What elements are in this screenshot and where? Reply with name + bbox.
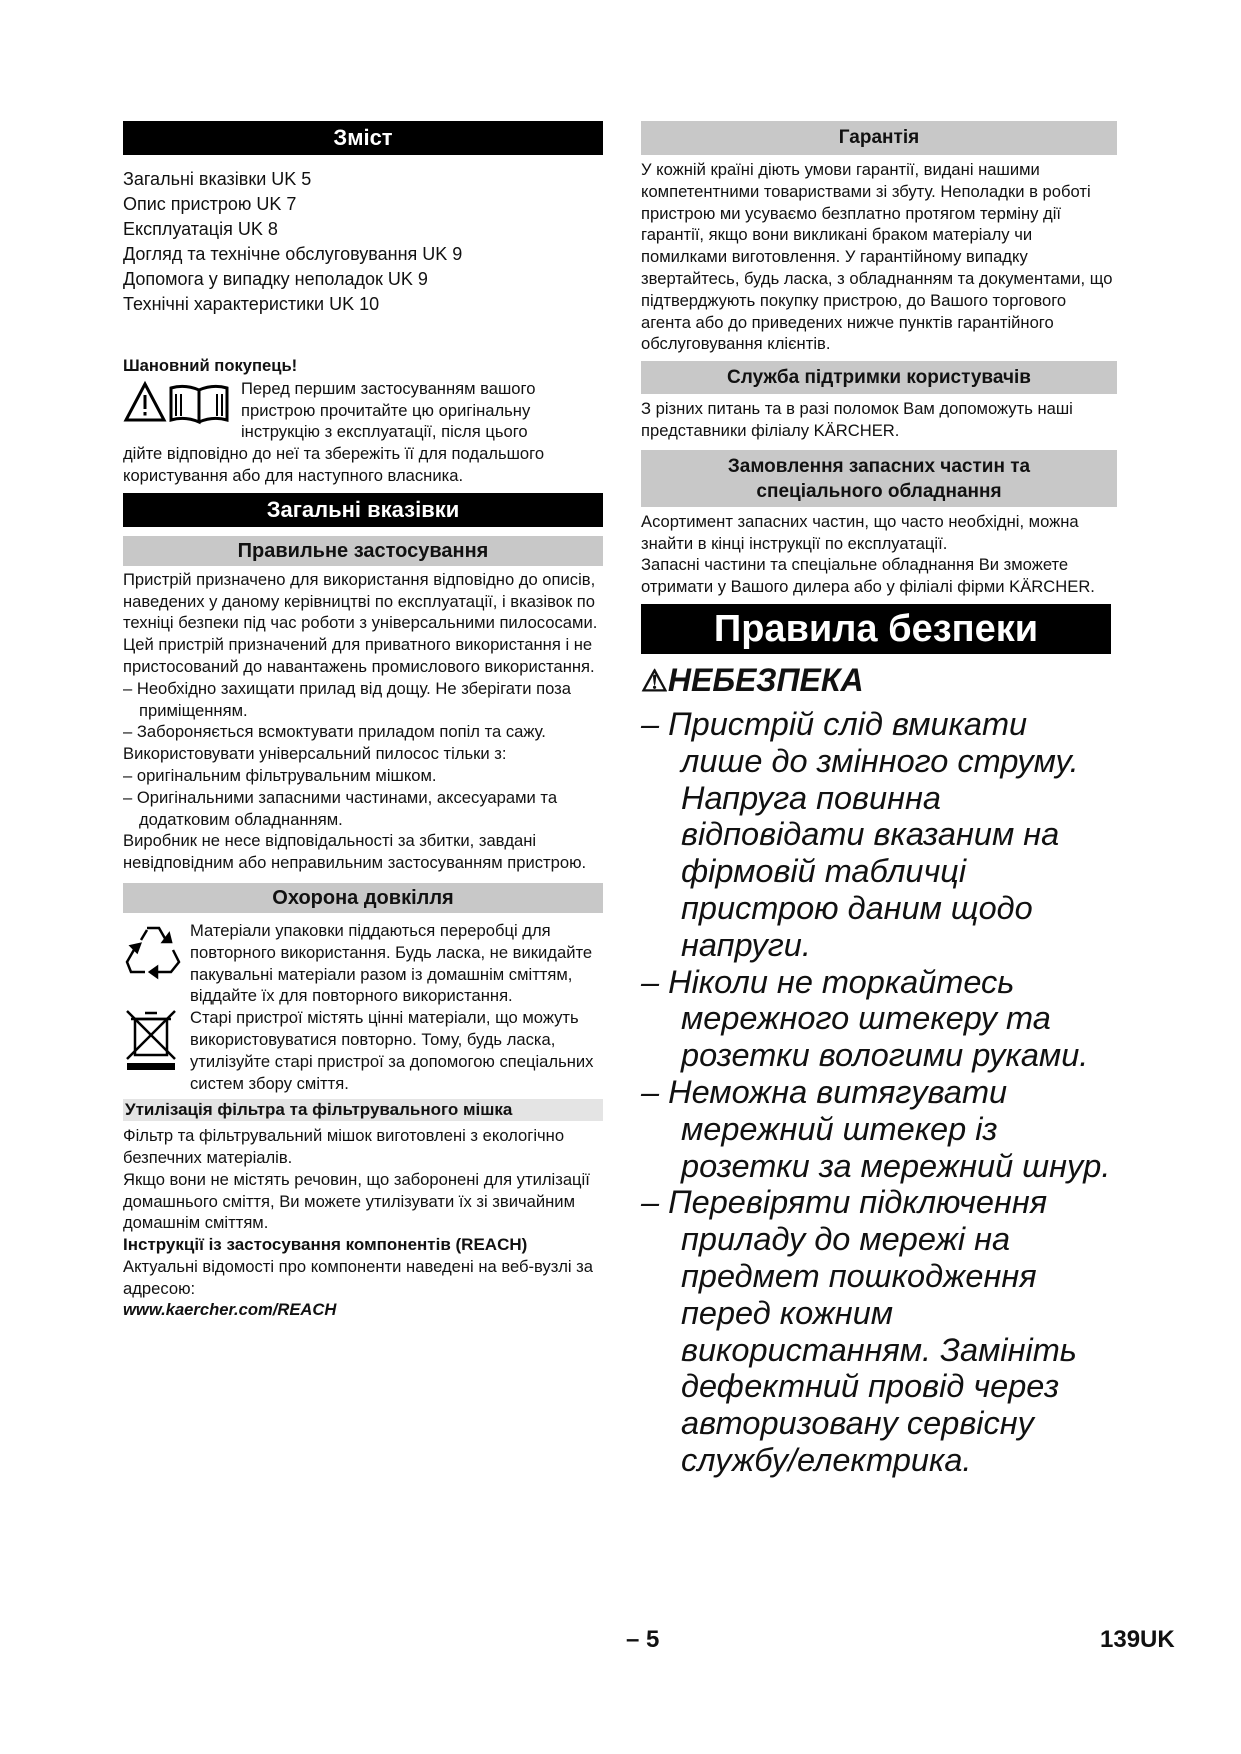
intro-line: інструкцію з експлуатації, після цього bbox=[241, 422, 528, 442]
parts-heading-line: Замовлення запасних частин та bbox=[727, 455, 1031, 477]
parts-heading-line: спеціального обладнання bbox=[756, 480, 1002, 502]
filter-text: Якщо вони не містять речовин, що заборонені для утилізації домашнього сміття, Ви можете утилізувати їх зі звичайним домашнім сміттям. bbox=[123, 1169, 590, 1233]
filter-text: Фільтр та фільтрувальний мішок виготовлені з екологічно безпечних матеріалів. bbox=[123, 1126, 565, 1167]
toc-item[interactable]: Загальні вказівки UK 5 bbox=[123, 169, 312, 189]
parts-heading bbox=[641, 450, 1117, 507]
toc-item[interactable]: Допомога у випадку неполадок UK 9 bbox=[123, 269, 428, 289]
toc-item[interactable]: Опис пристрою UK 7 bbox=[123, 194, 297, 214]
page-number: – 5 bbox=[626, 1626, 660, 1653]
proper-use-text: Використовувати універсальний пилосос тільки з: bbox=[123, 744, 507, 764]
danger-item: – Неможна витягувати мережний штекер із розетки за мережний шнур. bbox=[641, 1073, 1111, 1184]
general-heading: Загальні вказівки bbox=[123, 493, 603, 527]
reach-heading: Інструкції із застосування компонентів (REACH) bbox=[123, 1235, 528, 1255]
toc-item[interactable]: Догляд та технічне обслуговування UK 9 bbox=[123, 244, 463, 264]
list-item: – Забороняється всмоктувати приладом попіл та сажу. bbox=[123, 722, 546, 742]
parts-text: Асортимент запасних частин, що часто необхідні, можна знайти в кінці інструкції по експлуатації. bbox=[641, 511, 1079, 553]
safety-heading: Правила безпеки bbox=[641, 604, 1111, 654]
reach-text: Актуальні відомості про компоненти наведені на веб-вузлі за адресою: bbox=[123, 1256, 594, 1298]
left-column bbox=[123, 121, 603, 1321]
warning-read-manual-icon bbox=[123, 378, 238, 426]
environment-heading: Охорона довкілля bbox=[123, 883, 603, 913]
intro-line: пристрою прочитайте цю оригінальну bbox=[241, 400, 531, 420]
recycle-icon bbox=[123, 920, 183, 980]
right-column bbox=[641, 121, 1117, 1479]
danger-item: – Пристрій слід вмикати лише до змінного струму. Напруга повинна відповідати вказаним на фірмовій табличці пристрою даним щодо напруги. bbox=[641, 705, 1079, 963]
parts-text: Запасні частини та спеціальне обладнання Ви зможете отримати у Вашого дилера або у філіалі фірми KÄRCHER. bbox=[641, 555, 1095, 597]
proper-use-text: Цей пристрій призначений для приватного використання і не пристосований до навантажень промислового використання. bbox=[123, 635, 595, 676]
toc-item[interactable]: Експлуатація UK 8 bbox=[123, 219, 278, 239]
table-of-contents bbox=[123, 167, 603, 317]
contents-heading: Зміст bbox=[123, 121, 603, 155]
danger-label-text: НЕБЕЗПЕКА bbox=[667, 661, 864, 698]
support-heading: Служба підтримки користувачів bbox=[641, 361, 1117, 394]
filter-heading: Утилізація фільтра та фільтрувального мішка bbox=[123, 1099, 603, 1121]
proper-use-text: Пристрій призначено для використання відповідно до описів, наведених у даному керівництві по експлуатації, і вказівок по техніці безпеки під час роботи з універсальними пилососами. bbox=[123, 569, 598, 633]
reach-link[interactable]: www.kaercher.com/REACH bbox=[123, 1300, 337, 1320]
proper-use-text: Виробник не несе відповідальності за збитки, завдані невідповідним або неправильним застосуванням пристрою. bbox=[123, 831, 587, 873]
danger-list bbox=[641, 706, 1117, 1479]
warning-triangle-icon: ⚠ bbox=[641, 664, 668, 698]
intro-line: Перед першим застосуванням вашого bbox=[241, 378, 536, 398]
list-item: – оригінальним фільтрувальним мішком. bbox=[123, 765, 437, 785]
page-code: 139UK bbox=[1100, 1626, 1175, 1653]
env-text: Матеріали упаковки піддаються переробці для повторного використання. Будь ласка, не викидайте пакувальні матеріали разом із домашнім сміттям, віддайте їх для повторного використання. bbox=[190, 920, 593, 1006]
list-item: – Оригінальними запасними частинами, аксесуарами та додатковим обладнанням. bbox=[123, 787, 558, 829]
toc-item[interactable]: Технічні характеристики UK 10 bbox=[123, 294, 380, 314]
weee-bin-icon bbox=[123, 1007, 183, 1071]
dear-customer: Шановний покупець! bbox=[123, 356, 298, 375]
warranty-text: У кожній країні діють умови гарантії, видані нашими компетентними товариствами зі збуту. Неполадки в роботі пристрою ми усуваємо безплатно протягом терміну дії гарантії, якщо вони викликані браком матеріалу чи помилками виготовлення. У гарантійному випадку звертайтесь, будь ласка, з обладнанням та документами, що підтверджують покупку пристрою, до Вашого торгового агента або до приведених нижче пунктів гарантійного обслуговування клієнтів. bbox=[641, 160, 1113, 354]
proper-use-heading: Правильне застосування bbox=[123, 536, 603, 566]
env-text: Старі пристрої містять цінні матеріали, що можуть використовуватися повторно. Тому, будь ласка, утилізуйте старі пристрої за допомогою спеціальних систем збору сміття. bbox=[190, 1008, 594, 1093]
warranty-heading: Гарантія bbox=[641, 121, 1117, 155]
danger-label bbox=[641, 660, 1117, 702]
danger-item: – Перевіряти підключення приладу до мережі на предмет пошкодження перед кожним використанням. Замініть дефектний провід через авторизовану сервісну службу/електрика. bbox=[641, 1184, 1077, 1478]
intro-continued: дійте відповідно до неї та збережіть її для подальшого користування або для наступного власника. bbox=[123, 444, 545, 485]
danger-item: – Ніколи не торкайтесь мережного штекеру та розетки вологими руками. bbox=[641, 963, 1089, 1074]
support-text: З різних питань та в разі поломок Вам допоможуть наші представники філіалу KÄRCHER. bbox=[641, 399, 1073, 440]
list-item: – Необхідно захищати прилад від дощу. Не зберігати поза приміщенням. bbox=[123, 678, 571, 720]
